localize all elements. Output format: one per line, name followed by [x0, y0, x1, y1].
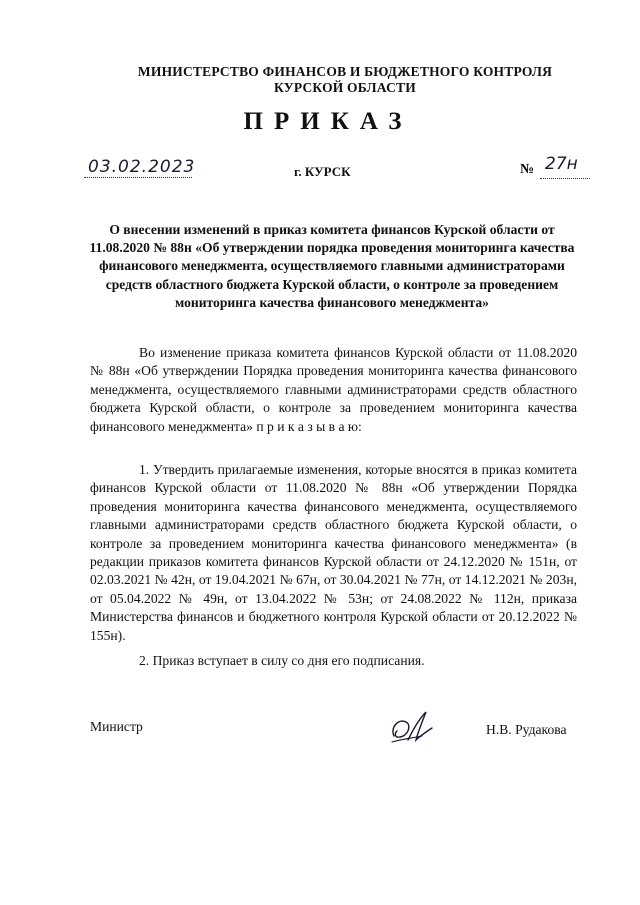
- ministry-header: [110, 64, 580, 96]
- signatory-role: Министр: [90, 719, 143, 734]
- date-underline: [84, 177, 192, 178]
- body-paragraph-2: 1. Утвердить прилагаемые изменения, которые вносятся в приказ комитета финансов Курской области от 11.08.2020 № 88н «Об утверждении Порядка проведения мониторинга качества финансового менеджмента, осуществляемого главными администраторами средств областного бюджета Курской области, о контроле за проведением мониторинга качества финансового менеджмента» (в редакции приказов комитета финансов Курской области от 24.12.2020 № 151н, от 02.03.2021 № 42н, от 19.04.2021 № 67н, от 30.04.2021 № 77н, от 14.12.2021 № 203н, от 05.04.2022 № 49н, от 13.04.2022 № 53н; от 24.08.2022 № 112н, приказа Министерства финансов и бюджетного контроля Курской области от 20.12.2022 № 155н).: [90, 462, 577, 643]
- body-paragraph-3: 2. Приказ вступает в силу со дня его подписания.: [139, 653, 425, 668]
- ministry-line-1: МИНИСТЕРСТВО ФИНАНСОВ И БЮДЖЕТНОГО КОНТРОЛЯ: [137, 64, 553, 79]
- number-underline: [540, 178, 590, 179]
- handwritten-number: 27н: [545, 154, 578, 174]
- handwritten-signature: [388, 706, 436, 748]
- signatory-name: Н.В. Рудакова: [486, 722, 567, 737]
- handwritten-date: 03.02.2023: [88, 157, 196, 177]
- city-label: г. КУРСК: [294, 164, 351, 179]
- ministry-line-2: КУРСКОЙ ОБЛАСТИ: [274, 80, 416, 95]
- document-type-title: ПРИКАЗ: [243, 108, 413, 135]
- order-subject: О внесении изменений в приказ комитета финансов Курской области от 11.08.2020 № 88н «Об утверждении порядка проведения мониторинга качества финансового менеджмента, осуществляемого главными администраторами средств областного бюджета Курской области, о контроле за проведением мониторинга качества финансового менеджмента»: [89, 222, 575, 310]
- body-paragraph-1: Во изменение приказа комитета финансов Курской области от 11.08.2020 № 88н «Об утверждении Порядка проведения мониторинга качества финансового менеджмента, осуществляемого главными администраторами средств областного бюджета Курской области, о контроле за проведением мониторинга качества финансового менеджмента» п р и к а з ы в а ю:: [90, 345, 577, 434]
- number-sign: №: [520, 162, 535, 177]
